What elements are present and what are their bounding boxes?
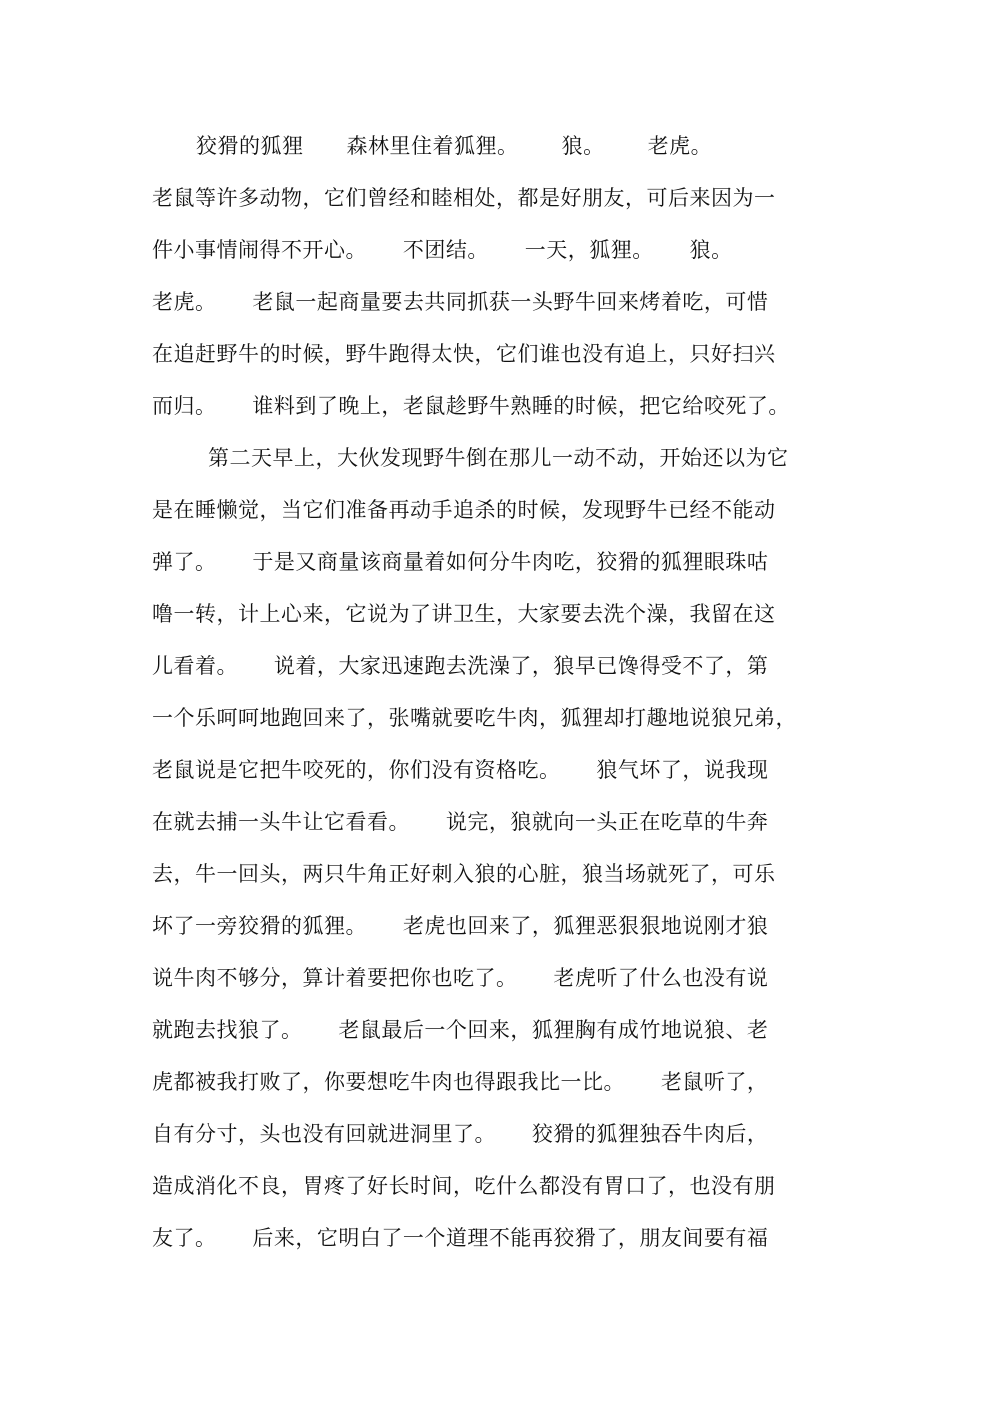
text-line-11: 儿看着。 说着，大家迅速跑去洗澡了，狼早已馋得受不了，第 [152,654,769,678]
text-line-10: 噜一转，计上心来，它说为了讲卫生，大家要去洗个澡，我留在这 [152,602,776,626]
text-line-13: 老鼠说是它把牛咬死的，你们没有资格吃。 狼气坏了，说我现 [152,758,769,782]
text-line-12: 一个乐呵呵地跑回来了，张嘴就要吃牛肉，狐狸却打趣地说狼兄弟， [152,706,797,730]
text-line-14: 在就去捕一头牛让它看看。 说完，狼就向一头正在吃草的牛奔 [152,810,769,834]
text-line-3: 件小事情闹得不开心。 不团结。 一天，狐狸。 狼。 [152,238,733,262]
text-line-22: 友了。 后来，它明白了一个道理不能再狡猾了，朋友间要有福 [152,1226,769,1250]
text-line-16: 坏了一旁狡猾的狐狸。 老虎也回来了，狐狸恶狠狠地说刚才狼 [152,914,769,938]
text-line-21: 造成消化不良，胃疼了好长时间，吃什么都没有胃口了，也没有朋 [152,1174,776,1198]
text-line-2: 老鼠等许多动物，它们曾经和睦相处，都是好朋友，可后来因为一 [152,186,776,210]
text-line-6: 而归。 谁料到了晚上，老鼠趁野牛熟睡的时候，把它给咬死了。 [152,394,790,418]
text-line-18: 就跑去找狼了。 老鼠最后一个回来，狐狸胸有成竹地说狼、老 [152,1018,769,1042]
text-line-7: 第二天早上，大伙发现野牛倒在那儿一动不动，开始还以为它 [208,446,789,470]
text-line-20: 自有分寸，头也没有回就进洞里了。 狡猾的狐狸独吞牛肉后， [152,1122,769,1146]
text-line-17: 说牛肉不够分，算计着要把你也吃了。 老虎听了什么也没有说 [152,966,769,990]
text-line-4: 老虎。 老鼠一起商量要去共同抓获一头野牛回来烤着吃，可惜 [152,290,769,314]
text-line-9: 弹了。 于是又商量该商量着如何分牛肉吃，狡猾的狐狸眼珠咕 [152,550,769,574]
text-line-8: 是在睡懒觉，当它们准备再动手追杀的时候，发现野牛已经不能动 [152,498,776,522]
text-line-19: 虎都被我打败了，你要想吃牛肉也得跟我比一比。 老鼠听了， [152,1070,769,1094]
text-line-15: 去，牛一回头，两只牛角正好刺入狼的心脏，狼当场就死了，可乐 [152,862,776,886]
text-line-5: 在追赶野牛的时候，野牛跑得太快，它们谁也没有追上，只好扫兴 [152,342,776,366]
text-line-1: 狡猾的狐狸 森林里住着狐狸。 狼。 老虎。 [196,134,713,158]
